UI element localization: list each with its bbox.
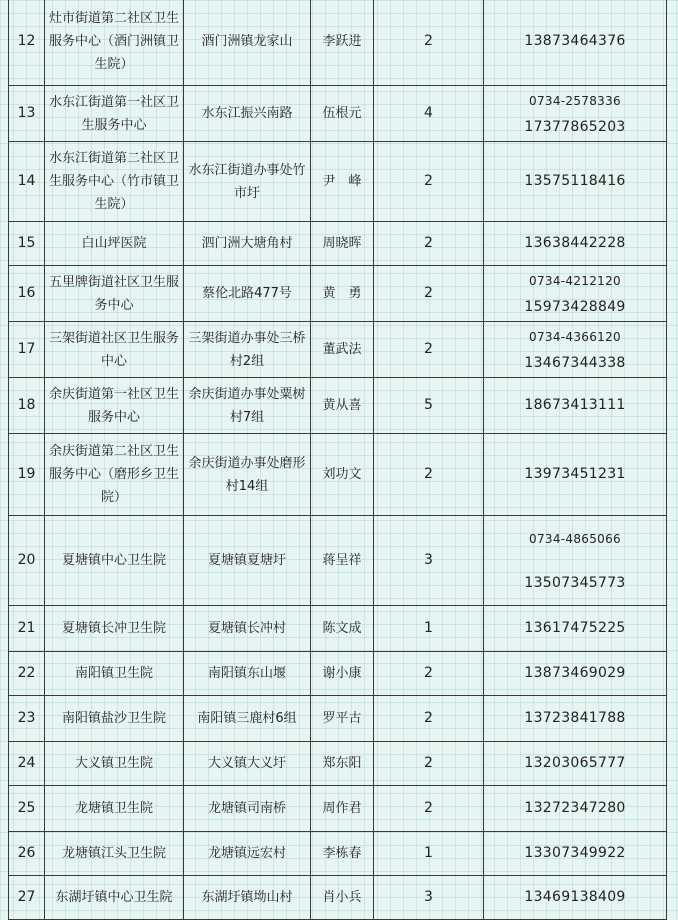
hospital-name: 水东江街道第二社区卫生服务中心（竹市镇卫生院） xyxy=(45,142,184,222)
phone-number: 13638442228 xyxy=(524,235,626,251)
table-row xyxy=(9,86,667,142)
hospital-address: 大义镇大义圩 xyxy=(184,742,311,786)
contact-person: 尹 峰 xyxy=(311,142,374,222)
contact-person: 郑东阳 xyxy=(311,742,374,786)
row-number: 24 xyxy=(9,742,45,786)
staff-count: 2 xyxy=(374,786,484,832)
row-number: 19 xyxy=(9,434,45,516)
hospital-address: 东湖圩镇坳山村 xyxy=(184,876,311,920)
hospital-name: 五里牌街道社区卫生服务中心 xyxy=(45,266,184,322)
contact-person: 蒋呈祥 xyxy=(311,516,374,606)
phone-cell xyxy=(484,222,667,266)
phone-number: 17377865203 xyxy=(524,118,626,135)
phone-cell xyxy=(484,378,667,434)
staff-count: 5 xyxy=(374,378,484,434)
phone-number: 13575118416 xyxy=(524,173,626,189)
hospital-name: 夏塘镇长冲卫生院 xyxy=(45,606,184,652)
table-row xyxy=(9,876,667,920)
hospital-address: 南阳镇东山堰 xyxy=(184,652,311,696)
phone-cell xyxy=(484,876,667,920)
phone-number: 13617475225 xyxy=(524,620,626,636)
phone-number: 13723841788 xyxy=(524,710,626,726)
hospital-address: 余庆街道办事处磨形村14组 xyxy=(184,434,311,516)
phone-cell xyxy=(484,786,667,832)
hospital-address: 蔡伦北路477号 xyxy=(184,266,311,322)
contact-person: 刘功文 xyxy=(311,434,374,516)
phone-cell xyxy=(484,434,667,516)
phone-cell xyxy=(484,86,667,142)
table-row xyxy=(9,142,667,222)
row-number: 18 xyxy=(9,378,45,434)
table-row xyxy=(9,516,667,606)
hospital-name: 余庆街道第二社区卫生服务中心（磨形乡卫生院） xyxy=(45,434,184,516)
hospital-address: 余庆街道办事处粟树村7组 xyxy=(184,378,311,434)
hospital-address: 南阳镇三鹿村6组 xyxy=(184,696,311,742)
hospital-address: 龙塘镇司南桥 xyxy=(184,786,311,832)
hospital-address: 夏塘镇夏塘圩 xyxy=(184,516,311,606)
contact-person: 肖小兵 xyxy=(311,876,374,920)
hospital-name: 龙塘镇江头卫生院 xyxy=(45,832,184,876)
hospital-name: 三架街道社区卫生服务中心 xyxy=(45,322,184,378)
hospital-address: 水东江振兴南路 xyxy=(184,86,311,142)
phone-cell xyxy=(484,606,667,652)
phone-number: 13467344338 xyxy=(524,354,626,371)
staff-count: 2 xyxy=(374,266,484,322)
staff-count: 2 xyxy=(374,742,484,786)
row-number: 25 xyxy=(9,786,45,832)
table-row xyxy=(9,378,667,434)
row-number: 20 xyxy=(9,516,45,606)
contact-person: 伍根元 xyxy=(311,86,374,142)
hospital-name: 夏塘镇中心卫生院 xyxy=(45,516,184,606)
staff-count: 2 xyxy=(374,0,484,86)
table-row xyxy=(9,742,667,786)
table-row xyxy=(9,606,667,652)
hospital-name: 南阳镇盐沙卫生院 xyxy=(45,696,184,742)
phone-number: 13203065777 xyxy=(524,755,626,771)
phone-number: 0734-4366120 xyxy=(529,329,621,344)
row-number: 23 xyxy=(9,696,45,742)
contact-person: 周晓晖 xyxy=(311,222,374,266)
phone-cell xyxy=(484,266,667,322)
table-row xyxy=(9,322,667,378)
table-row xyxy=(9,266,667,322)
staff-count: 1 xyxy=(374,606,484,652)
row-number: 22 xyxy=(9,652,45,696)
hospital-name: 白山坪医院 xyxy=(45,222,184,266)
phone-cell xyxy=(484,516,667,606)
staff-count: 2 xyxy=(374,434,484,516)
staff-count: 2 xyxy=(374,322,484,378)
hospital-name: 南阳镇卫生院 xyxy=(45,652,184,696)
phone-number: 0734-4865066 xyxy=(529,531,621,546)
phone-cell xyxy=(484,0,667,86)
phone-number: 18673413111 xyxy=(524,397,626,413)
staff-count: 1 xyxy=(374,832,484,876)
hospital-address: 三架街道办事处三桥村2组 xyxy=(184,322,311,378)
staff-count: 2 xyxy=(374,696,484,742)
contact-person: 周作君 xyxy=(311,786,374,832)
phone-number: 0734-2578336 xyxy=(529,93,621,108)
phone-cell xyxy=(484,322,667,378)
hospital-address: 泗门洲大塘角村 xyxy=(184,222,311,266)
row-number: 27 xyxy=(9,876,45,920)
hospital-contact-table xyxy=(8,0,667,920)
phone-number: 13469138409 xyxy=(524,889,626,905)
hospital-name: 水东江街道第一社区卫生服务中心 xyxy=(45,86,184,142)
contact-person: 黄从喜 xyxy=(311,378,374,434)
table-row xyxy=(9,0,667,86)
row-number: 17 xyxy=(9,322,45,378)
table-row xyxy=(9,696,667,742)
hospital-name: 东湖圩镇中心卫生院 xyxy=(45,876,184,920)
contact-person: 罗平古 xyxy=(311,696,374,742)
contact-person: 黄 勇 xyxy=(311,266,374,322)
contact-person: 李栋春 xyxy=(311,832,374,876)
phone-number: 0734-4212120 xyxy=(529,273,621,288)
table-row xyxy=(9,832,667,876)
contact-person: 谢小康 xyxy=(311,652,374,696)
row-number: 15 xyxy=(9,222,45,266)
hospital-name: 龙塘镇卫生院 xyxy=(45,786,184,832)
contact-person: 董武法 xyxy=(311,322,374,378)
staff-count: 2 xyxy=(374,222,484,266)
phone-number: 13272347280 xyxy=(524,800,626,816)
staff-count: 2 xyxy=(374,142,484,222)
phone-number: 13873464376 xyxy=(524,33,626,49)
row-number: 14 xyxy=(9,142,45,222)
phone-number: 13873469029 xyxy=(524,665,626,681)
contact-person: 陈文成 xyxy=(311,606,374,652)
hospital-name: 大义镇卫生院 xyxy=(45,742,184,786)
phone-cell xyxy=(484,832,667,876)
phone-cell xyxy=(484,142,667,222)
staff-count: 3 xyxy=(374,516,484,606)
contact-person: 李跃进 xyxy=(311,0,374,86)
table-row xyxy=(9,434,667,516)
row-number: 26 xyxy=(9,832,45,876)
row-number: 13 xyxy=(9,86,45,142)
phone-cell xyxy=(484,742,667,786)
hospital-address: 龙塘镇远宏村 xyxy=(184,832,311,876)
table-body xyxy=(9,0,667,920)
phone-cell xyxy=(484,652,667,696)
staff-count: 4 xyxy=(374,86,484,142)
phone-number: 13507345773 xyxy=(524,574,626,591)
hospital-name: 余庆街道第一社区卫生服务中心 xyxy=(45,378,184,434)
row-number: 16 xyxy=(9,266,45,322)
table-row xyxy=(9,222,667,266)
row-number: 21 xyxy=(9,606,45,652)
staff-count: 2 xyxy=(374,652,484,696)
phone-number: 15973428849 xyxy=(524,298,626,315)
phone-cell xyxy=(484,696,667,742)
phone-number: 13307349922 xyxy=(524,845,626,861)
hospital-address: 酒门洲镇龙家山 xyxy=(184,0,311,86)
staff-count: 3 xyxy=(374,876,484,920)
hospital-address: 水东江街道办事处竹市圩 xyxy=(184,142,311,222)
table-row xyxy=(9,652,667,696)
hospital-address: 夏塘镇长冲村 xyxy=(184,606,311,652)
hospital-name: 灶市街道第二社区卫生服务中心（酒门洲镇卫生院） xyxy=(45,0,184,86)
row-number: 12 xyxy=(9,0,45,86)
phone-number: 13973451231 xyxy=(524,466,626,482)
table-row xyxy=(9,786,667,832)
